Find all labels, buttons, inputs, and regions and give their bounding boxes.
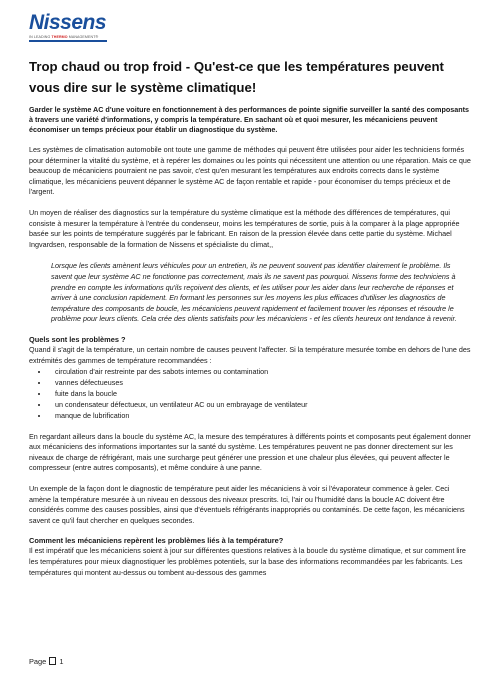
paragraph-6: Il est impératif que les mécaniciens soient à jour sur différentes questions relatives à la boucle du système climatique, et sur comment lire les températures pour mieux diagnostiquer les problèmes potentiels, sur la base des informations recommandées par les fabricants. Les températures qui montent au-dessus ou tombent au-dessous des gammes <box>29 546 466 577</box>
page-label: Page <box>29 657 47 666</box>
article-title: Trop chaud ou trop froid - Qu'est-ce que les températures peuvent vous dire sur le système climatique! <box>29 59 444 95</box>
paragraph-3: Quand il s'agit de la température, un certain nombre de causes peuvent l'affecter. Si la température mesurée tombe en dehors de l'une des extrémités des gammes de température recommandées : <box>29 344 471 365</box>
paragraph-4: En regardant ailleurs dans la boucle du système AC, la mesure des températures à différents points et composants peut également donner aux mécaniciens des informations importantes sur la santé du système. Les températures peuvent ne pas donner directement sur les niveaux de charge de réfrigérant, mais une surcharge peut générer une pression et une chaleur plus élevées, qui peuvent affecter le compresseur (entre autres composants), et même conduire à une panne. <box>29 431 471 473</box>
list-item: • un condensateur défectueux, un ventilateur AC ou un embrayage de ventilateur <box>49 400 473 411</box>
problems-list <box>29 367 473 422</box>
page-footer <box>29 657 64 666</box>
nissens-logo <box>29 12 149 52</box>
article-lead: Garder le système AC d'une voiture en fonctionnement à des performances de pointe signifie surveiller la santé des composants à travers une variété d'informations, y compris la température. En sachant où et quoi mesurer, les mécaniciens peuvent économiser un temps précieux pour établir un diagnostique du système. <box>29 105 470 134</box>
logo-underline <box>29 40 107 42</box>
list-item: • vannes défectueuses <box>49 378 473 389</box>
paragraph-2: Un moyen de réaliser des diagnostics sur la température du système climatique est la méthode des différences de températures, qui consiste à mesurer la température à l'entrée du condenseur, moins les températures de sortie, puis à la comparer à la plage appropriée basée sur les points de température suggérés par le fabricant. En raison de la pression élevée dans cette partie du système. Michael Ingvardsen, responsable de la formation de Nissens et spécialiste du climat,, <box>29 207 460 249</box>
list-item: • manque de lubrification <box>49 411 473 422</box>
square-glyph-icon <box>49 657 56 665</box>
quote-block: Lorsque les clients amènent leurs véhicules pour un entretien, ils ne peuvent souvent pas identifier clairement le problème. Ils savent que leur système AC ne fonctionne pas correctement, mais ils ne savent pas pourquoi. Nissens forme des techniciens à prendre en compte les informations qu'ils reçoivent des clients, et les utiliser pour les aider dans leur recherche de réponses et arriver à une conclusion rapidement. En formant les personnes sur les moyens les plus efficaces d'utiliser les diagnostics de température des composants de boucle, les mécaniciens peuvent rapidement et facilement trouver les réponses et résoudre le problème pour leurs clients. Cela crée des clients satisfaits pour les mécaniciens - et les clients heureux ont tendance à revenir. <box>51 261 457 324</box>
heading-problems: Quels sont les problèmes ? <box>29 334 126 344</box>
article-body <box>29 56 473 578</box>
heading-how: Comment les mécaniciens repèrent les problèmes liés à la température? <box>29 536 284 546</box>
logo-wordmark: Nissens <box>29 11 107 34</box>
list-item: • circulation d'air restreinte par des sabots internes ou contamination <box>49 367 473 378</box>
paragraph-5: Un exemple de la façon dont le diagnostic de température peut aider les mécaniciens à voir si l'évaporateur commence à geler. Ceci amène la température mesurée à un niveau en dessous des niveaux prescrits. Ici, l'air ou l'humidité dans la boucle AC doivent être considérés comme des causes possibles, ainsi que d'éventuels réfrigérants inappropriés ou contaminés. De cette façon, les mécaniciens savent ce qu'il faut chercher en quelques secondes. <box>29 484 465 525</box>
logo-tagline: IN LEADING THERMO MANAGEMENT® <box>29 35 99 39</box>
list-item: • fuite dans la boucle <box>49 389 473 400</box>
page-number: 1 <box>59 657 64 666</box>
paragraph-1: Les systèmes de climatisation automobile ont toute une gamme de méthodes qui peuvent être utilisées pour aider les techniciens formés pour déterminer la vitalité du système, et à repérer les domaines ou les points qui nécessitent une attention ou une réparation. Mais ce que beaucoup de mécaniciens pourraient ne pas savoir, c'est qu'en mesurant les températures aux endroits corrects dans le système climatique, les mécaniciens peuvent dépanner le système AC de façon rentable et rapide - pour économiser du temps précieux et de l'argent. <box>29 145 471 197</box>
